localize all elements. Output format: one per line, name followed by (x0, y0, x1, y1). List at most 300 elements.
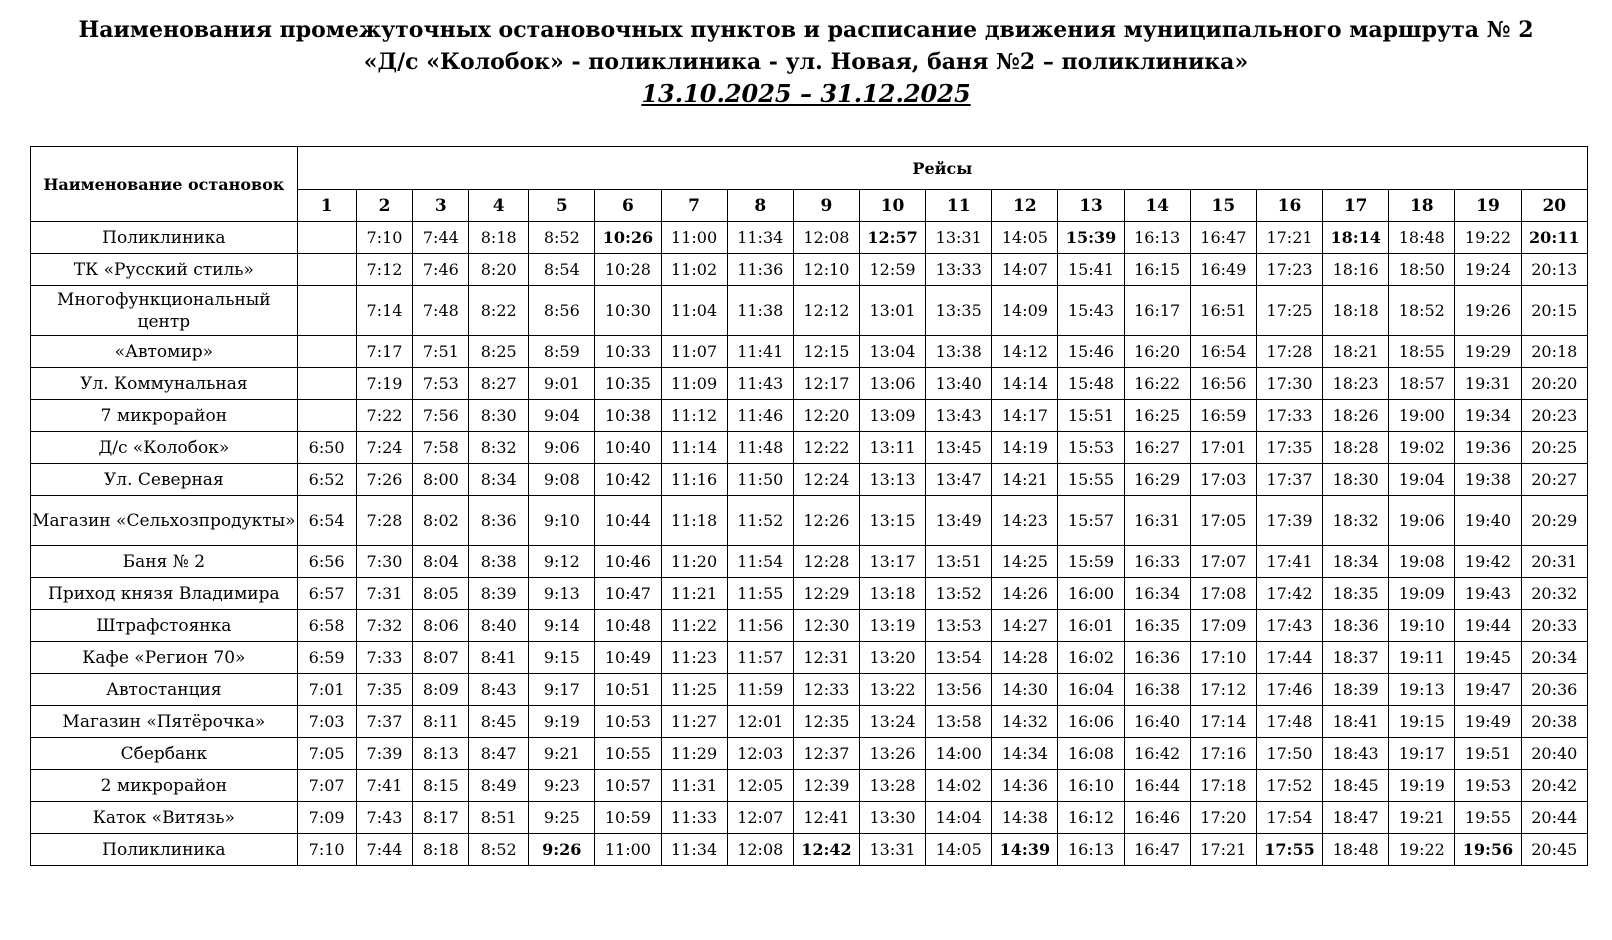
departure-time: 11:59 (727, 674, 793, 706)
departure-time (297, 222, 356, 254)
departure-time: 8:07 (413, 642, 469, 674)
departure-time: 18:52 (1389, 286, 1455, 336)
departure-time: 9:21 (529, 738, 595, 770)
departure-time (297, 336, 356, 368)
departure-time: 12:30 (793, 610, 859, 642)
departure-time: 20:27 (1521, 464, 1587, 496)
departure-time: 15:51 (1058, 400, 1124, 432)
departure-time: 18:36 (1323, 610, 1389, 642)
departure-time: 12:57 (859, 222, 925, 254)
departure-time: 12:35 (793, 706, 859, 738)
stop-name: ТК «Русский стиль» (31, 254, 298, 286)
departure-time: 7:01 (297, 674, 356, 706)
departure-time: 20:11 (1521, 222, 1587, 254)
departure-time: 7:58 (413, 432, 469, 464)
stop-name: Поликлиника (31, 222, 298, 254)
departure-time: 16:54 (1190, 336, 1256, 368)
departure-time: 13:01 (859, 286, 925, 336)
departure-time: 16:13 (1124, 222, 1190, 254)
departure-time: 18:50 (1389, 254, 1455, 286)
departure-time: 17:18 (1190, 770, 1256, 802)
table-row (31, 770, 1588, 802)
departure-time: 8:22 (469, 286, 529, 336)
departure-time: 8:20 (469, 254, 529, 286)
departure-time: 19:17 (1389, 738, 1455, 770)
departure-time: 15:43 (1058, 286, 1124, 336)
departure-time: 20:31 (1521, 546, 1587, 578)
departure-time: 14:32 (992, 706, 1058, 738)
departure-time: 11:21 (661, 578, 727, 610)
departure-time: 20:42 (1521, 770, 1587, 802)
departure-time: 7:07 (297, 770, 356, 802)
departure-time: 7:17 (356, 336, 413, 368)
departure-time: 8:47 (469, 738, 529, 770)
departure-time: 14:34 (992, 738, 1058, 770)
departure-time: 18:43 (1323, 738, 1389, 770)
departure-time: 18:47 (1323, 802, 1389, 834)
departure-time: 16:59 (1190, 400, 1256, 432)
departure-time: 14:12 (992, 336, 1058, 368)
departure-time: 13:28 (859, 770, 925, 802)
trip-number-header: 17 (1323, 190, 1389, 222)
departure-time: 10:44 (595, 496, 661, 546)
departure-time: 8:41 (469, 642, 529, 674)
departure-time: 7:46 (413, 254, 469, 286)
departure-time: 16:04 (1058, 674, 1124, 706)
trip-number-header: 1 (297, 190, 356, 222)
departure-time: 16:06 (1058, 706, 1124, 738)
departure-time: 12:41 (793, 802, 859, 834)
departure-time: 14:00 (926, 738, 992, 770)
departure-time: 9:13 (529, 578, 595, 610)
departure-time: 16:00 (1058, 578, 1124, 610)
trip-number-header: 3 (413, 190, 469, 222)
departure-time: 8:52 (469, 834, 529, 866)
departure-time: 20:25 (1521, 432, 1587, 464)
trip-number-header: 6 (595, 190, 661, 222)
departure-time: 9:19 (529, 706, 595, 738)
departure-time: 8:56 (529, 286, 595, 336)
departure-time: 17:20 (1190, 802, 1256, 834)
stop-name: Штрафстоянка (31, 610, 298, 642)
departure-time: 6:54 (297, 496, 356, 546)
trip-number-header: 2 (356, 190, 413, 222)
departure-time: 8:00 (413, 464, 469, 496)
departure-time: 6:56 (297, 546, 356, 578)
departure-time: 12:12 (793, 286, 859, 336)
departure-time: 10:47 (595, 578, 661, 610)
departure-time: 8:43 (469, 674, 529, 706)
departure-time: 18:30 (1323, 464, 1389, 496)
departure-time: 17:39 (1256, 496, 1322, 546)
departure-time: 9:04 (529, 400, 595, 432)
stop-name: Баня № 2 (31, 546, 298, 578)
departure-time: 11:12 (661, 400, 727, 432)
departure-time: 8:30 (469, 400, 529, 432)
departure-time: 14:05 (992, 222, 1058, 254)
departure-time: 13:38 (926, 336, 992, 368)
trip-number-header: 9 (793, 190, 859, 222)
departure-time: 19:10 (1389, 610, 1455, 642)
departure-time: 16:27 (1124, 432, 1190, 464)
departure-time: 7:14 (356, 286, 413, 336)
departure-time: 7:51 (413, 336, 469, 368)
departure-time: 13:26 (859, 738, 925, 770)
departure-time: 10:30 (595, 286, 661, 336)
departure-time: 8:15 (413, 770, 469, 802)
departure-time: 9:14 (529, 610, 595, 642)
departure-time: 11:07 (661, 336, 727, 368)
departure-time: 7:03 (297, 706, 356, 738)
departure-time: 15:46 (1058, 336, 1124, 368)
departure-time: 14:27 (992, 610, 1058, 642)
departure-time: 7:05 (297, 738, 356, 770)
departure-time: 7:41 (356, 770, 413, 802)
departure-time: 10:40 (595, 432, 661, 464)
departure-time: 11:34 (727, 222, 793, 254)
departure-time: 17:46 (1256, 674, 1322, 706)
stop-name: Ул. Северная (31, 464, 298, 496)
departure-time: 17:30 (1256, 368, 1322, 400)
table-row (31, 834, 1588, 866)
departure-time: 12:39 (793, 770, 859, 802)
departure-time: 8:59 (529, 336, 595, 368)
departure-time: 10:33 (595, 336, 661, 368)
departure-time: 19:31 (1455, 368, 1521, 400)
departure-time: 17:07 (1190, 546, 1256, 578)
departure-time: 17:43 (1256, 610, 1322, 642)
table-row (31, 802, 1588, 834)
departure-time: 7:09 (297, 802, 356, 834)
departure-time: 10:46 (595, 546, 661, 578)
departure-time: 16:01 (1058, 610, 1124, 642)
departure-time: 15:57 (1058, 496, 1124, 546)
departure-time: 17:52 (1256, 770, 1322, 802)
departure-time: 11:38 (727, 286, 793, 336)
departure-time: 19:43 (1455, 578, 1521, 610)
departure-time: 16:46 (1124, 802, 1190, 834)
stop-name: «Автомир» (31, 336, 298, 368)
departure-time: 9:23 (529, 770, 595, 802)
departure-time: 20:38 (1521, 706, 1587, 738)
stop-name: Сбербанк (31, 738, 298, 770)
departure-time: 17:09 (1190, 610, 1256, 642)
departure-time: 10:35 (595, 368, 661, 400)
trips-header: Рейсы (297, 147, 1587, 190)
departure-time: 13:24 (859, 706, 925, 738)
departure-time: 6:59 (297, 642, 356, 674)
departure-time: 12:59 (859, 254, 925, 286)
departure-time: 9:10 (529, 496, 595, 546)
departure-time: 8:45 (469, 706, 529, 738)
departure-time: 10:42 (595, 464, 661, 496)
stop-name: Автостанция (31, 674, 298, 706)
departure-time: 7:24 (356, 432, 413, 464)
header-row-main (31, 147, 1588, 190)
departure-time: 19:38 (1455, 464, 1521, 496)
departure-time: 11:14 (661, 432, 727, 464)
departure-time: 19:49 (1455, 706, 1521, 738)
stop-column-header: Наименование остановок (31, 147, 298, 222)
departure-time: 19:15 (1389, 706, 1455, 738)
departure-time: 11:41 (727, 336, 793, 368)
departure-time: 8:18 (469, 222, 529, 254)
departure-time: 18:23 (1323, 368, 1389, 400)
trip-number-header: 4 (469, 190, 529, 222)
trip-number-header: 14 (1124, 190, 1190, 222)
departure-time: 15:39 (1058, 222, 1124, 254)
departure-time: 19:21 (1389, 802, 1455, 834)
departure-time: 9:12 (529, 546, 595, 578)
departure-time: 13:06 (859, 368, 925, 400)
departure-time: 10:53 (595, 706, 661, 738)
table-row (31, 368, 1588, 400)
departure-time: 13:35 (926, 286, 992, 336)
departure-time: 16:20 (1124, 336, 1190, 368)
departure-time: 17:44 (1256, 642, 1322, 674)
table-row (31, 546, 1588, 578)
departure-time: 10:57 (595, 770, 661, 802)
trip-number-header: 15 (1190, 190, 1256, 222)
departure-time: 17:37 (1256, 464, 1322, 496)
table-row (31, 286, 1588, 336)
departure-time: 13:13 (859, 464, 925, 496)
departure-time: 19:11 (1389, 642, 1455, 674)
departure-time: 13:17 (859, 546, 925, 578)
departure-time: 19:22 (1455, 222, 1521, 254)
departure-time: 8:40 (469, 610, 529, 642)
departure-time: 6:58 (297, 610, 356, 642)
departure-time: 9:25 (529, 802, 595, 834)
departure-time: 13:49 (926, 496, 992, 546)
departure-time: 17:21 (1190, 834, 1256, 866)
departure-time: 17:01 (1190, 432, 1256, 464)
departure-time: 8:52 (529, 222, 595, 254)
departure-time: 10:26 (595, 222, 661, 254)
departure-time: 19:40 (1455, 496, 1521, 546)
departure-time: 7:28 (356, 496, 413, 546)
departure-time: 19:19 (1389, 770, 1455, 802)
departure-time: 19:36 (1455, 432, 1521, 464)
departure-time: 16:02 (1058, 642, 1124, 674)
departure-time: 20:45 (1521, 834, 1587, 866)
departure-time: 14:36 (992, 770, 1058, 802)
departure-time: 16:42 (1124, 738, 1190, 770)
departure-time: 7:39 (356, 738, 413, 770)
departure-time: 20:40 (1521, 738, 1587, 770)
departure-time: 18:32 (1323, 496, 1389, 546)
stop-name: Поликлиника (31, 834, 298, 866)
departure-time: 16:22 (1124, 368, 1190, 400)
departure-time: 15:59 (1058, 546, 1124, 578)
departure-time: 16:44 (1124, 770, 1190, 802)
departure-time: 17:48 (1256, 706, 1322, 738)
departure-time: 20:15 (1521, 286, 1587, 336)
table-head (31, 147, 1588, 222)
departure-time: 13:58 (926, 706, 992, 738)
departure-time: 20:44 (1521, 802, 1587, 834)
departure-time: 11:29 (661, 738, 727, 770)
departure-time: 17:41 (1256, 546, 1322, 578)
departure-time: 9:01 (529, 368, 595, 400)
departure-time: 11:48 (727, 432, 793, 464)
departure-time: 11:54 (727, 546, 793, 578)
trip-number-header: 7 (661, 190, 727, 222)
departure-time: 8:05 (413, 578, 469, 610)
departure-time: 17:25 (1256, 286, 1322, 336)
trip-number-header: 8 (727, 190, 793, 222)
departure-time: 6:57 (297, 578, 356, 610)
table-row (31, 464, 1588, 496)
departure-time: 12:42 (793, 834, 859, 866)
departure-time: 13:15 (859, 496, 925, 546)
departure-time: 8:32 (469, 432, 529, 464)
departure-time: 15:48 (1058, 368, 1124, 400)
departure-time: 11:00 (661, 222, 727, 254)
trip-number-header: 12 (992, 190, 1058, 222)
departure-time: 18:28 (1323, 432, 1389, 464)
departure-time: 17:33 (1256, 400, 1322, 432)
departure-time: 11:00 (595, 834, 661, 866)
departure-time: 14:38 (992, 802, 1058, 834)
title-line-2: «Д/с «Колобок» - поликлиника - ул. Новая, баня №2 – поликлиника» (363, 49, 1249, 75)
departure-time: 17:16 (1190, 738, 1256, 770)
departure-time: 18:48 (1389, 222, 1455, 254)
departure-time: 11:36 (727, 254, 793, 286)
departure-time: 19:00 (1389, 400, 1455, 432)
departure-time: 9:15 (529, 642, 595, 674)
stop-name: 2 микрорайон (31, 770, 298, 802)
departure-time: 16:33 (1124, 546, 1190, 578)
departure-time: 13:54 (926, 642, 992, 674)
departure-time: 20:18 (1521, 336, 1587, 368)
departure-time: 13:31 (926, 222, 992, 254)
departure-time: 11:33 (661, 802, 727, 834)
departure-time: 7:30 (356, 546, 413, 578)
departure-time: 20:34 (1521, 642, 1587, 674)
departure-time: 7:43 (356, 802, 413, 834)
trip-number-header: 20 (1521, 190, 1587, 222)
departure-time: 18:48 (1323, 834, 1389, 866)
departure-time: 12:17 (793, 368, 859, 400)
departure-time: 17:10 (1190, 642, 1256, 674)
departure-time: 17:23 (1256, 254, 1322, 286)
stop-name: Кафе «Регион 70» (31, 642, 298, 674)
departure-time: 17:55 (1256, 834, 1322, 866)
departure-time: 20:20 (1521, 368, 1587, 400)
trip-number-header: 10 (859, 190, 925, 222)
departure-time: 19:34 (1455, 400, 1521, 432)
departure-time: 14:28 (992, 642, 1058, 674)
departure-time: 16:13 (1058, 834, 1124, 866)
departure-time: 20:36 (1521, 674, 1587, 706)
departure-time: 13:51 (926, 546, 992, 578)
departure-time: 19:26 (1455, 286, 1521, 336)
departure-time: 19:09 (1389, 578, 1455, 610)
departure-time: 19:13 (1389, 674, 1455, 706)
stop-name: Ул. Коммунальная (31, 368, 298, 400)
departure-time: 11:20 (661, 546, 727, 578)
departure-time: 20:29 (1521, 496, 1587, 546)
departure-time: 13:43 (926, 400, 992, 432)
departure-time: 17:28 (1256, 336, 1322, 368)
departure-time: 15:55 (1058, 464, 1124, 496)
departure-time: 16:29 (1124, 464, 1190, 496)
departure-time: 11:46 (727, 400, 793, 432)
table-row (31, 578, 1588, 610)
departure-time: 16:49 (1190, 254, 1256, 286)
departure-time: 8:27 (469, 368, 529, 400)
departure-time: 10:48 (595, 610, 661, 642)
departure-time: 18:21 (1323, 336, 1389, 368)
departure-time: 19:22 (1389, 834, 1455, 866)
departure-time: 20:33 (1521, 610, 1587, 642)
departure-time: 9:17 (529, 674, 595, 706)
departure-time: 19:55 (1455, 802, 1521, 834)
departure-time: 13:53 (926, 610, 992, 642)
departure-time: 17:05 (1190, 496, 1256, 546)
departure-time: 11:02 (661, 254, 727, 286)
departure-time: 20:32 (1521, 578, 1587, 610)
departure-time: 11:16 (661, 464, 727, 496)
date-range: 13.10.2025 – 31.12.2025 (641, 79, 971, 108)
departure-time: 12:10 (793, 254, 859, 286)
departure-time: 20:13 (1521, 254, 1587, 286)
departure-time: 16:56 (1190, 368, 1256, 400)
departure-time: 12:33 (793, 674, 859, 706)
departure-time: 13:30 (859, 802, 925, 834)
departure-time: 8:11 (413, 706, 469, 738)
trip-number-header: 19 (1455, 190, 1521, 222)
stop-name: Каток «Витязь» (31, 802, 298, 834)
departure-time: 14:26 (992, 578, 1058, 610)
departure-time: 19:56 (1455, 834, 1521, 866)
title-line-1: Наименования промежуточных остановочных пунктов и расписание движения муниципального маршрута № 2 (78, 17, 1534, 43)
departure-time: 12:24 (793, 464, 859, 496)
departure-time: 11:22 (661, 610, 727, 642)
departure-time: 11:56 (727, 610, 793, 642)
departure-time: 11:55 (727, 578, 793, 610)
departure-time: 14:23 (992, 496, 1058, 546)
departure-time: 8:13 (413, 738, 469, 770)
departure-time: 6:52 (297, 464, 356, 496)
departure-time: 11:25 (661, 674, 727, 706)
departure-time: 13:52 (926, 578, 992, 610)
stop-name: Д/с «Колобок» (31, 432, 298, 464)
table-row (31, 222, 1588, 254)
departure-time: 11:23 (661, 642, 727, 674)
departure-time: 10:28 (595, 254, 661, 286)
departure-time: 13:19 (859, 610, 925, 642)
stop-name: Приход князя Владимира (31, 578, 298, 610)
departure-time: 7:53 (413, 368, 469, 400)
departure-time: 18:37 (1323, 642, 1389, 674)
departure-time: 14:04 (926, 802, 992, 834)
departure-time: 10:55 (595, 738, 661, 770)
departure-time: 18:39 (1323, 674, 1389, 706)
departure-time: 11:50 (727, 464, 793, 496)
table-row (31, 610, 1588, 642)
departure-time: 9:08 (529, 464, 595, 496)
departure-time: 18:14 (1323, 222, 1389, 254)
departure-time: 13:09 (859, 400, 925, 432)
departure-time: 16:36 (1124, 642, 1190, 674)
departure-time: 19:02 (1389, 432, 1455, 464)
departure-time: 19:24 (1455, 254, 1521, 286)
departure-time: 16:15 (1124, 254, 1190, 286)
departure-time: 7:32 (356, 610, 413, 642)
departure-time: 11:31 (661, 770, 727, 802)
